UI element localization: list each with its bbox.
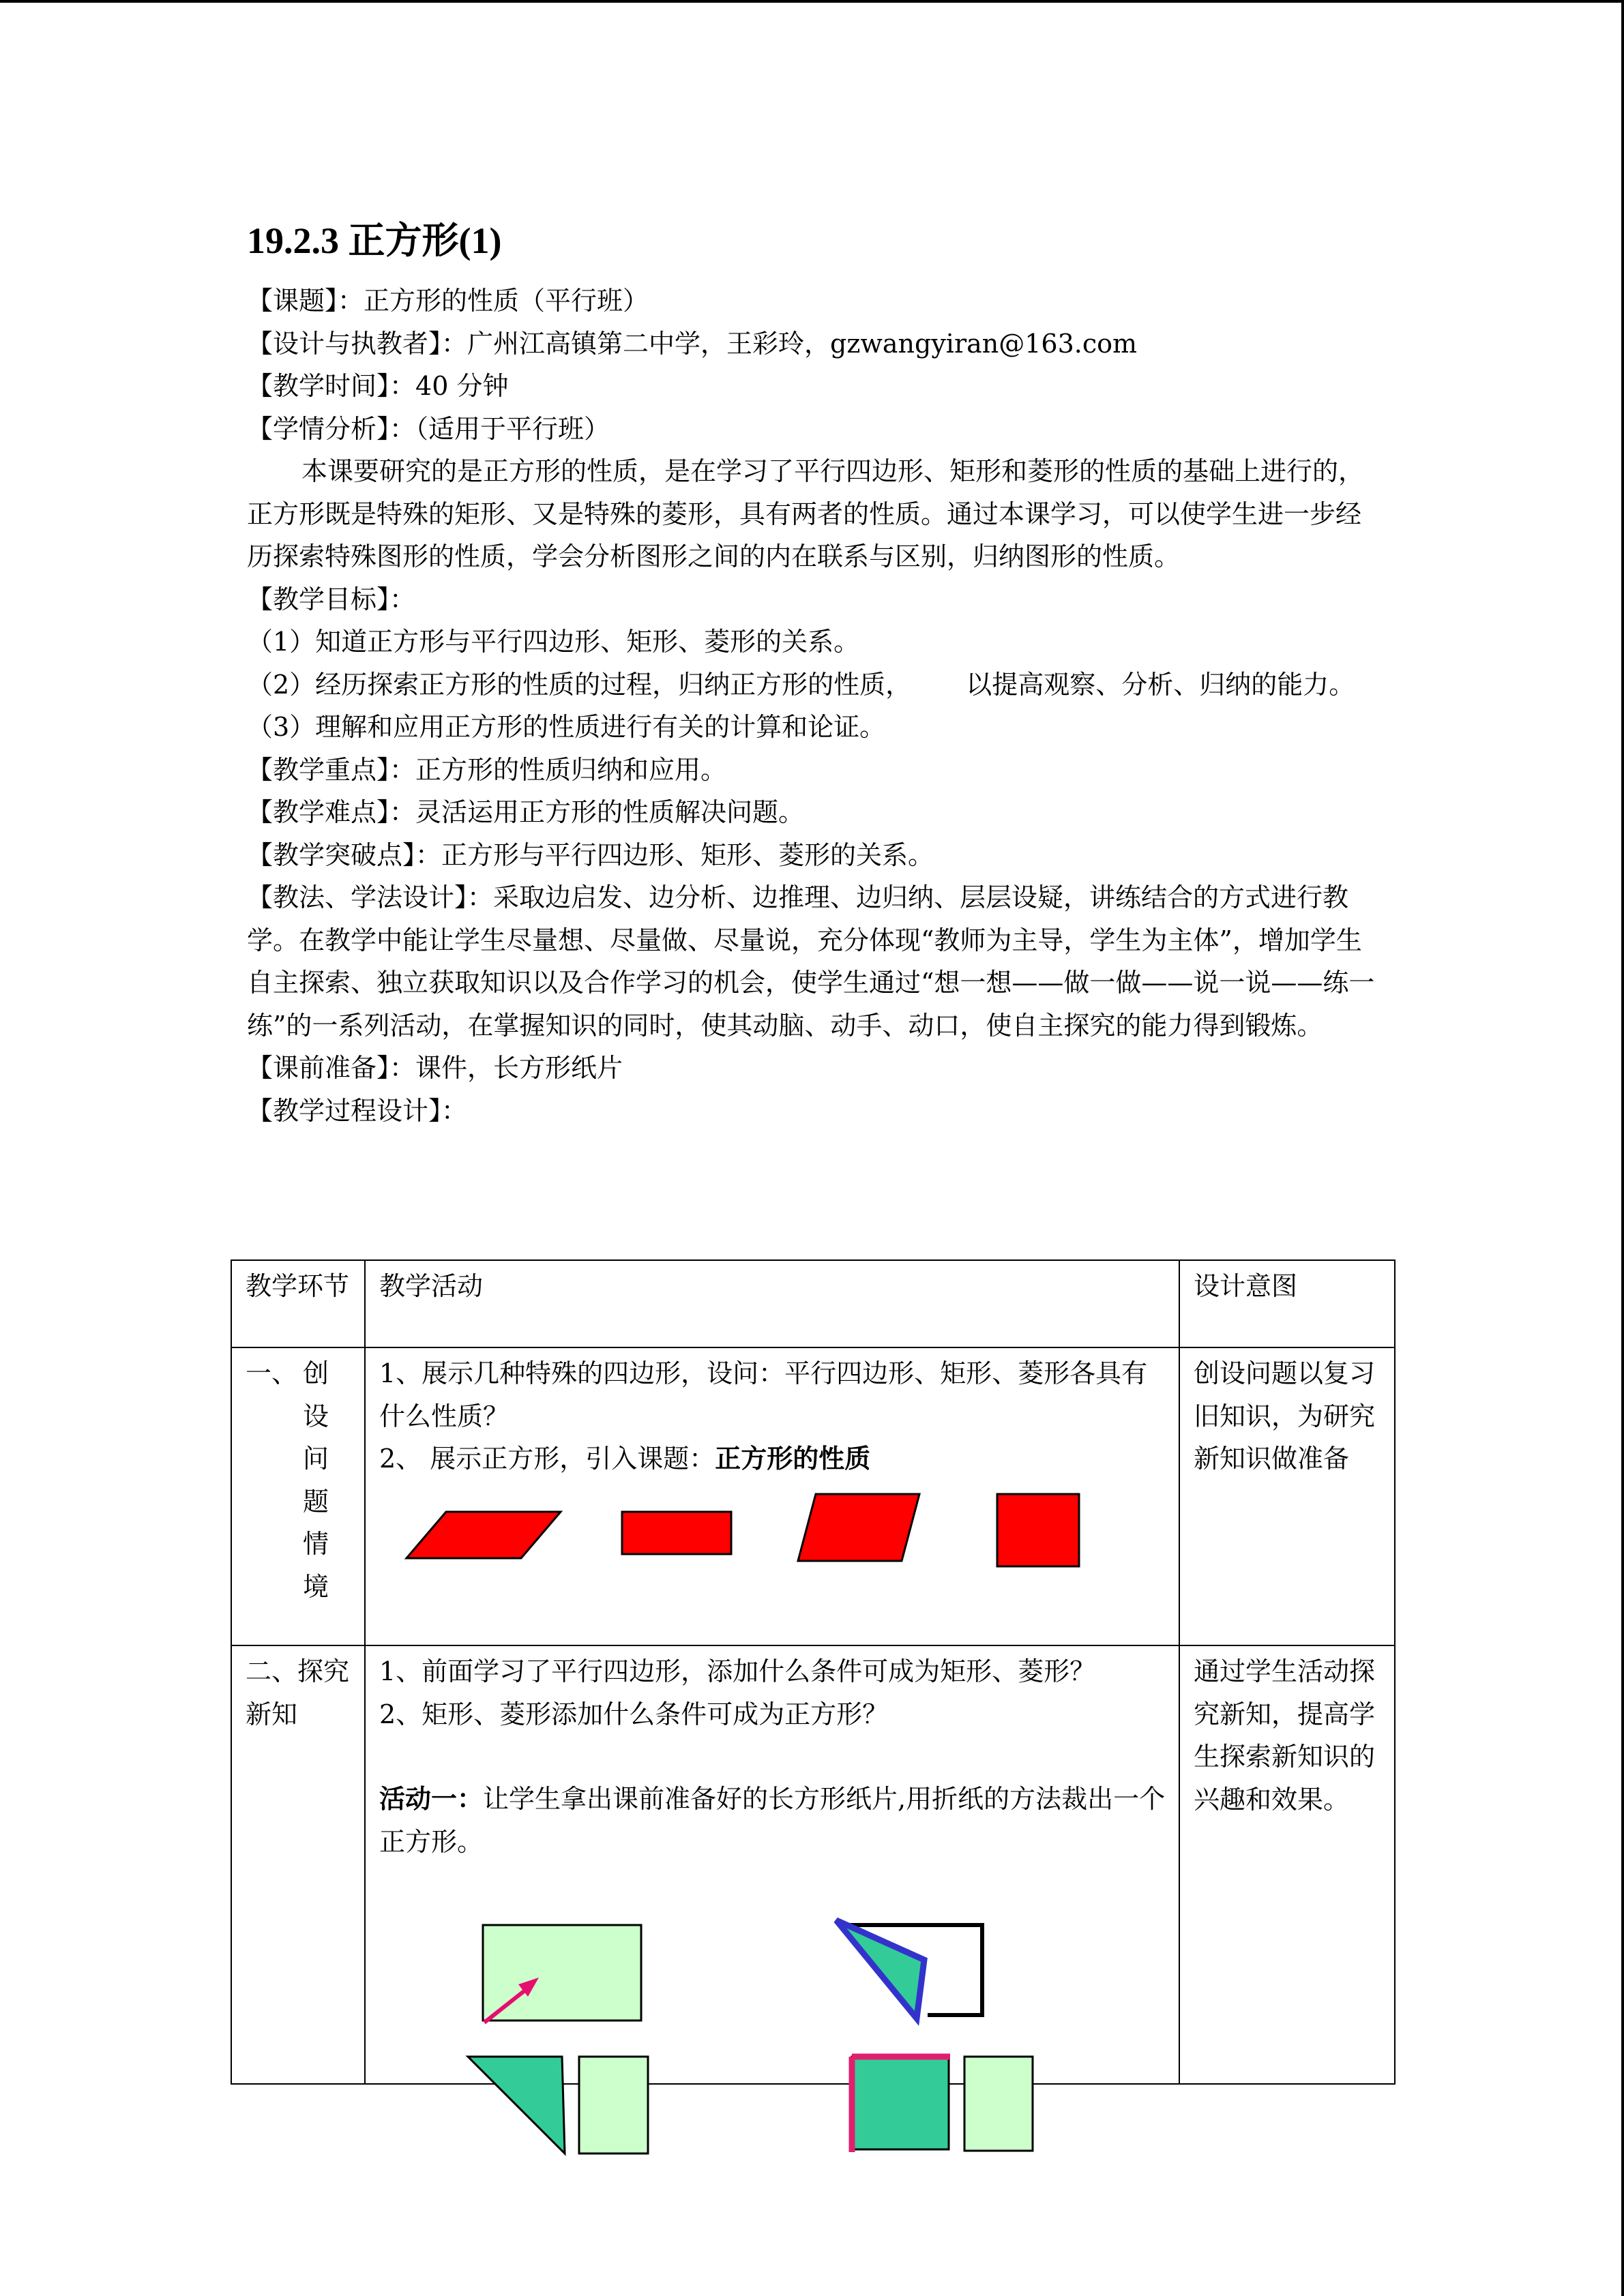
stage-char: 创	[303, 1358, 329, 1388]
analysis-note: （适用于平行班）	[415, 413, 610, 444]
topic-label: 【课题】：	[247, 286, 364, 316]
goal-2-part-a: （2）经历探索正方形的性质的过程，归纳正方形的性质，	[247, 669, 912, 700]
prep-label: 【课前准备】：	[247, 1053, 416, 1083]
difficulty-label: 【教学难点】：	[247, 797, 416, 827]
method-value: 采取边启发、边分析、边推理、边归纳、层层设疑，讲练结合的方式进行教学。在教学中能让学生尽量想、尽量做、尽量说，充分体现“教师为主导，学生为主体”，增加学生自主探索、独立获取知识以及合作学习的机会，使学生通过“想一想——做一做——说一说——练一练”的一系列活动，在掌握知识的同时，使其动脑、动手、动口，使自主探究的能力得到锻炼。	[247, 882, 1375, 1041]
key-label: 【教学重点】：	[247, 754, 416, 785]
designer-value: 广州江高镇第二中学，王彩玲，gzwangyiran@163.com	[467, 328, 1138, 359]
page-title: 19.2.3 正方形(1)	[247, 220, 502, 261]
analysis-label: 【学情分析】：	[247, 413, 416, 444]
method-label: 【教法、学法设计】：	[247, 882, 494, 912]
time-label: 【教学时间】：	[247, 371, 416, 401]
stage-char: 情	[303, 1529, 329, 1559]
stage-char: 境	[303, 1571, 329, 1602]
breakthrough-value: 正方形与平行四边形、矩形、菱形的关系。	[441, 839, 934, 870]
activity-line-2: 2、矩形、菱形添加什么条件可成为正方形？	[379, 1699, 889, 1729]
analysis-paragraph: 本课要研究的是正方形的性质，是在学习了平行四边形、矩形和菱形的性质的基础上进行的，正方形既是特殊的矩形、又是特殊的菱形，具有两者的性质。通过本课学习，可以使学生进一步经历探索特殊图形的性质，学会分析图形之间的内在联系与区别，归纳图形的性质。	[247, 456, 1365, 571]
folded-triangle-icon	[836, 1920, 924, 2018]
header-stage: 教学环节	[231, 1260, 365, 1347]
activity-line-2-prefix: 2、 展示正方形，引入课题：	[379, 1444, 715, 1474]
activity-one-text: 让学生拿出课前准备好的长方形纸片,用折纸的方法裁出一个正方形。	[379, 1784, 1166, 1857]
remaining-strip	[579, 2057, 648, 2153]
header-activity: 教学活动	[365, 1260, 1179, 1347]
header-intent: 设计意图	[1179, 1260, 1395, 1347]
lesson-topic-bold: 正方形的性质	[715, 1444, 871, 1474]
goal-3: （3）理解和应用正方形的性质进行有关的计算和论证。	[247, 712, 886, 742]
designer-label: 【设计与执教者】：	[247, 328, 468, 359]
goal-2-part-b: 以提高观察、分析、归纳的能力。	[966, 669, 1355, 700]
goal-1: （1）知道正方形与平行四边形、矩形、菱形的关系。	[247, 627, 860, 657]
unfolded-square-shape	[852, 2057, 949, 2149]
stage-char: 题	[303, 1486, 329, 1517]
activity-line-1: 1、前面学习了平行四边形，添加什么条件可成为矩形、菱形？	[379, 1656, 1096, 1686]
key-value: 正方形的性质归纳和应用。	[415, 754, 727, 785]
leftover-strip	[964, 2057, 1033, 2151]
intent-text: 通过学生活动探究新知，提高学生探索新知识的兴趣和效果。	[1194, 1656, 1376, 1815]
difficulty-value: 灵活运用正方形的性质解决问题。	[415, 797, 805, 827]
topic-value: 正方形的性质（平行班）	[364, 286, 649, 316]
stage-char: 问	[303, 1444, 329, 1474]
stage-number: 一、	[246, 1358, 298, 1388]
stage-char: 设	[303, 1401, 329, 1431]
prep-value: 课件，长方形纸片	[415, 1053, 623, 1083]
cut-triangle-shape	[468, 2057, 565, 2153]
stage-text: 二、探究新知	[246, 1656, 350, 1729]
intent-text: 创设问题以复习旧知识，为研究新知识做准备	[1194, 1358, 1376, 1474]
time-value: 40 分钟	[415, 371, 509, 401]
activity-one-label: 活动一：	[379, 1784, 484, 1814]
activity-line-1: 1、展示几种特殊的四边形，设问：平行四边形、矩形、菱形各具有什么性质？	[379, 1358, 1148, 1431]
goals-label: 【教学目标】：	[247, 584, 416, 614]
process-label: 【教学过程设计】：	[247, 1095, 468, 1126]
breakthrough-label: 【教学突破点】：	[247, 839, 442, 870]
